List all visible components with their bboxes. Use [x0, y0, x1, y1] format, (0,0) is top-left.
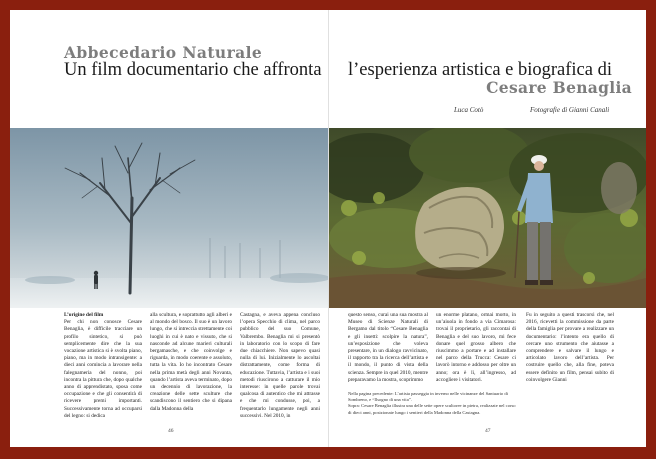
photo-caption [348, 391, 518, 416]
page-number-left: 46 [168, 428, 174, 434]
artist-name: Cesare Benaglia [486, 78, 632, 97]
body-column-1 [64, 312, 142, 420]
body-column-5 [436, 312, 516, 384]
body-column-6 [526, 312, 614, 384]
column-text: un enorme platano, ormai morto, in un’aiuola in fondo a via Cimarosa: trovai il proprietario, gli raccontai di Benaglia e del suo lavoro, mi fece donare quel grosso albero che riuscimmo a portare e ad installare nel parco della Trucca: Cesare ci lavorò intorno e addosso per oltre un anno; ora è lì, all’ingresso, ad accogliere i visitatori. [436, 312, 516, 383]
series-title: Abbecedario Naturale [64, 43, 263, 62]
section-title: L’origine del film [64, 312, 104, 318]
column-text: Fu in seguito a questi trascorsi che, nel 2016, ricevetti la commissione da parte della famiglia per provare a realizzare un documentario: l’intento era quello di cercare uno strumento che aiutasse a comprendere e salvare il lungo e articolato lavoro dell’artista. Per costruire quello che, alla fine, poteva essere definito un film, pensai subito di coinvolgere Gianni [526, 312, 614, 383]
body-column-2 [150, 312, 232, 413]
page-number-right: 47 [485, 428, 491, 434]
headline-left: Un film documentario che affronta [64, 60, 322, 80]
caption-lead: Nella pagina precedente: L’artista passeggia in inverno nelle vicinanze del Santuario di Sombreno, e “Ilsogno di una vita”. [348, 391, 508, 403]
column-text: Per chi non conosce Cesare Benaglia, è difficile tracciare un profilo sintetico, si può semplicemente dire che la sua vocazione artistica si è svolta piano, piano, ma in modo intransigente: a dieci anni comincia a lavorare nella falegnameria del nonno, poi incontra la pittura che, dopo qualche anno di apprendistato, sposa come occupazione e che gli consentirà di ricevere premi importanti. Successivamente torna ad occuparsi del legno: si dedica [64, 319, 142, 419]
caption-text: Sopra: Cesare Benaglia illustra una delle sette opere scultoree in pietra, realizzate nel corso di dieci anni, posizionate lungo i sentieri della Madonna della Castagna. [348, 403, 516, 415]
body-column-3 [240, 312, 320, 420]
column-text: Castagna, e aveva appena concluso l’opera Specchio di clima, nel parco pubblico del suo Comune, Valbrembo. Benaglia mi si presentò in laboratorio con lo scopo di fare due chiacchiere. Non sapevo quasi nulla di lui. Inizialmente lo ascoltai distrattamente, come forma di educazione. Tuttavia, l’artista e i suoi metodi riuscirono a catturare il mio interesse: in quelle parole trovai qualcosa di autentico che mi attrasse e che mi condusse, poi, a frequentarlo lungamente negli anni successivi. Nel 2010, in [240, 312, 320, 419]
photo-credit: Fotografie di Gianni Canali [530, 106, 610, 114]
photo-artist-sculpture [329, 128, 646, 308]
body-column-4 [348, 312, 428, 384]
author-byline: Luca Cotò [454, 106, 484, 114]
photo-winter-landscape [10, 128, 328, 308]
column-text: questo senso, curai una sua mostra al Museo di Scienze Naturali di Bergamo dal titolo “Cesare Benaglia e gli insetti: scolpire la natura”, un’esposizione che voleva presentare, in un dialogo ravvicinato, il rapporto tra la ricerca dell’artista e il mondo, il punto di vista della scienza. Sempre in quel 2010, mentre preparavamo la mostra, scoprimmo [348, 312, 428, 383]
headline-right: l’esperienza artistica e biografica di [348, 60, 612, 80]
magazine-spread [10, 10, 646, 447]
column-text: alla scultura, e soprattutto agli alberi e al mondo del bosco. Il suo è un lavoro lungo, che si intreccia strettamente coi luoghi in cui è nato e vissuto, che si nasconde ad alcune marieri culturali bergamasche, e che coinvolge e riguarda, in modo coerente e assoluto, tutta la vita. Io ho incontrato Cesare nella prima metà degli anni Novanta, quando l’artista aveva terminato, dopo un decennio di lavorazione, la creazione delle sette sculture che scandiscono il sentiero che si dipana dalla Madonna della [150, 312, 232, 412]
